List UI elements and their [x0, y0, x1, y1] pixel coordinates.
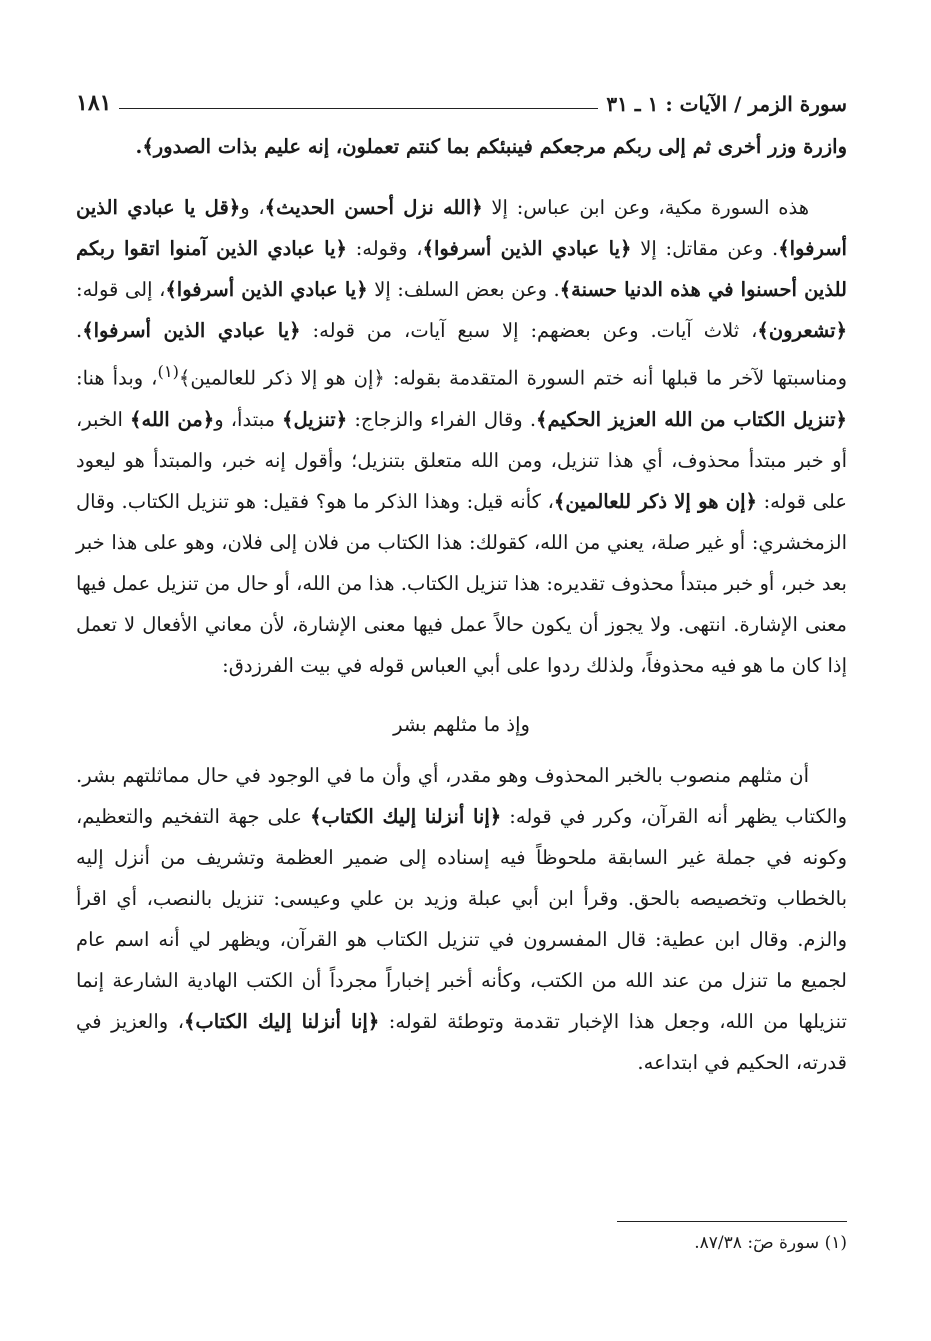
quran-quote: ﴿الله نزل أحسن الحديث﴾: [264, 196, 483, 219]
quran-quote: ﴿يا عبادي الذين أسرفوا﴾: [422, 237, 632, 260]
book-page: [76, 82, 847, 1302]
text-segment: . وقال الفراء والزجاج:: [347, 407, 537, 431]
body-text: [76, 126, 847, 1083]
poetry-verse: وإذ ما مثلهم بشر: [393, 712, 530, 736]
text-segment: . ومناسبتها لآخر ما قبلها أنه ختم السورة المتقدمة بقوله:: [76, 319, 848, 390]
footnote-marker: (١): [157, 362, 179, 381]
text-segment: على جهة التفخيم والتعظيم، وكونه في جملة غير السابقة ملحوظاً فيه إسناده إلى ضمير العظمة وتشريف من أنزل إليه بالخطاب وتخصيصه بالحق. وقرأ ابن أبي عبلة وزيد بن علي وعيسى: تنزيل بالنصب، أي اقرأ والزم. وقال ابن عطية: قال المفسرون في تنزيل الكتاب هو القرآن، ويظهر لي أنه اسم عام لجميع ما تنزل من عند الله من الكتب، وكأنه أخبر إخباراً مجرداً أن الكتب الهادية الشارعة إنما تنزيلها من الله، وجعل هذا الإخبار تقدمة وتوطئة لقوله:: [76, 804, 847, 1033]
quran-quote: ﴿يا عبادي الذين أسرفوا﴾: [82, 319, 301, 342]
paragraph-2: [76, 187, 847, 686]
quran-quote: ﴿إن هو إلا ذكر للعالمين﴾: [178, 366, 385, 390]
running-title: سورة الزمر / الآيات : ١ ـ ٣١: [606, 92, 847, 116]
text-segment: ، و: [240, 196, 265, 219]
text-segment: مبتدأ، و: [214, 407, 283, 431]
text-segment: الخبر، أو خبر مبتدأ محذوف، أي هذا تنزيل، ومن الله متعلق بتنزيل؛ وأقول إنه خبر، والمبتدأ هو ليعود على قوله:: [76, 407, 847, 513]
quran-quote: ﴿تشعرون﴾: [757, 319, 847, 342]
text-segment: ، وقوله:: [346, 237, 423, 260]
quran-quote: ﴿قل يا عبادي الذين أسرفوا﴾: [76, 196, 847, 260]
header-rule: [119, 108, 598, 109]
quran-quote: ﴿يا عبادي الذين آمنوا اتقوا ربكم للذين أحسنوا في هذه الدنيا حسنة﴾: [76, 237, 847, 301]
text-segment: . وعن مقاتل: إلا: [631, 237, 779, 260]
text-segment: ، وبدأ هنا:: [76, 366, 158, 390]
text-segment: ، والعزيز في قدرته، الحكيم في ابتداعه.: [76, 1009, 847, 1074]
quran-quote: ﴿إنا أنزلنا إليك الكتاب﴾: [310, 804, 502, 828]
footnote: (١) سورة صٓ: ٨٧/٣٨.: [694, 1233, 847, 1253]
quran-quote: ﴿تنزيل الكتاب من الله العزيز الحكيم﴾: [536, 407, 847, 431]
paragraph-1: [76, 126, 847, 167]
text-segment: أن مثلهم منصوب بالخبر المحذوف وهو مقدر، أي وأن ما في الوجود في حال مماثلتهم بشر. والكتاب يظهر أنه القرآن، وكرر في قوله:: [76, 763, 847, 828]
quran-verse-tail: وازرة وزر أخرى ثم إلى ربكم مرجعكم فينبئكم بما كنتم تعملون، إنه عليم بذات الصدور: [153, 135, 847, 158]
quran-quote: ﴿إن هو إلا ذكر للعالمين﴾: [553, 489, 757, 513]
footnote-rule: [617, 1221, 847, 1222]
text-segment: ، إلى قوله:: [76, 278, 166, 301]
paragraph-3: [76, 755, 847, 1083]
quran-quote: ﴿إنا أنزلنا إليك الكتاب﴾: [184, 1009, 380, 1033]
page-number: ١٨١: [76, 90, 112, 116]
quran-quote: ﴿من الله﴾: [130, 407, 215, 431]
quran-quote: ﴿تنزيل﴾: [282, 407, 348, 431]
quran-bracket: ﴾.: [135, 135, 154, 158]
text-segment: . وعن بعض السلف: إلا: [367, 278, 560, 301]
text-segment: ، كأنه قيل: وهذا الذكر ما هو؟ فقيل: هو تنزيل الكتاب. وقال الزمخشري: أو غير صلة، يعني من الله، كقولك: هذا الكتاب من فلان إلى فلان، وهو على هذا خبر بعد خبر، أو خبر مبتدأ محذوف تقديره: هذا تنزيل الكتاب. هذا من الله، أو حال من تنزيل عمل فيها معنى الإشارة. انتهى. ولا يجوز أن يكون حالاً عمل فيها معنى الإشارة، لأن معاني الأفعال لا تعمل إذا كان ما هو فيه محذوفاً، ولذلك ردوا على أبي العباس قوله في بيت الفرزدق:: [76, 489, 847, 677]
running-header: [76, 82, 847, 120]
text-segment: ، ثلاث آيات. وعن بعضهم: إلا سبع آيات، من قوله:: [300, 319, 758, 342]
quran-quote: ﴿يا عبادي الذين أسرفوا﴾: [165, 278, 368, 301]
text-segment: هذه السورة مكية، وعن ابن عباس: إلا: [482, 196, 809, 219]
